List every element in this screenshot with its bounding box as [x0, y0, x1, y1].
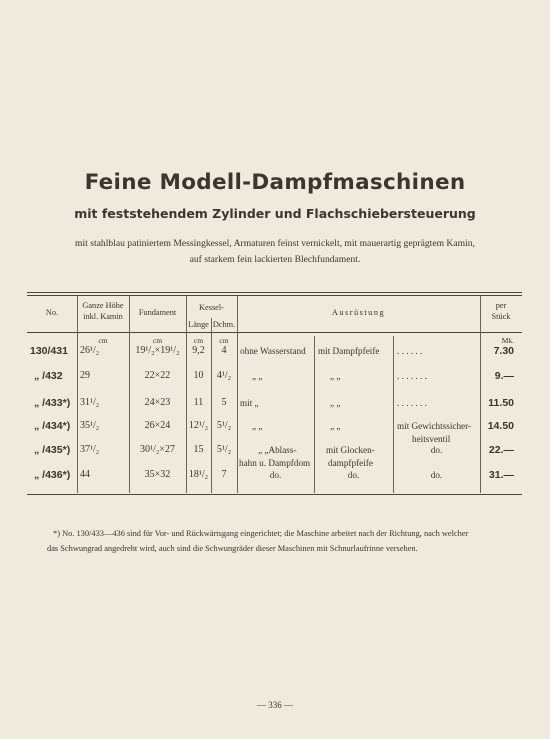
header-fundament: Fundament [138, 308, 177, 317]
row-ausruestung-2: mit Glocken- [326, 445, 375, 455]
row-ausruestung-3: . . . . . . . [397, 398, 427, 408]
page-subtitle: mit feststehendem Zylinder und Flachschiebersteuerung [74, 206, 476, 221]
row-ausruestung-1: mit „ [240, 398, 259, 408]
page-number: — 336 — [257, 700, 293, 710]
footnote-line-2: das Schwungrad angedreht wird, auch sind die Schwungräder dieser Maschinen mit Schnurlaufrinne versehen. [47, 543, 418, 553]
row-ausruestung-1: do. [269, 470, 282, 480]
row-ausruestung-2: do. [347, 470, 360, 480]
header-hoehe-line-1: Ganze Höhe [82, 301, 124, 310]
row-ausruestung-1: „ „ [252, 371, 263, 381]
row-dchm: 4 [221, 345, 227, 356]
row-fundament: 22×22 [144, 370, 171, 381]
row-dchm: 5 [221, 397, 227, 408]
description-line-1: mit stahlblau patiniertem Messingkessel, Armaturen feinst vernickelt, mit mauerartig geprägtem Kamin, [75, 238, 475, 249]
row-laenge: 10 [193, 370, 204, 381]
page-title: Feine Modell-Dampfmaschinen [84, 170, 466, 195]
row-dchm: 5¹/₂ [216, 420, 232, 431]
table-row [0, 469, 550, 495]
table-top-rule-thin [27, 295, 522, 296]
header-hoehe-line-2: inkl. Kamin [83, 312, 123, 321]
row-price: 11.50 [488, 397, 514, 409]
row-hoehe: 29 [80, 370, 90, 381]
row-ausruestung-3: do. [430, 445, 443, 455]
row-fundament: 24×23 [144, 397, 171, 408]
row-hoehe: 26¹/₂ [80, 345, 100, 356]
row-dchm: 4¹/₂ [216, 370, 232, 381]
row-ausruestung-2b: dampfpfeife [328, 458, 373, 468]
row-no: 130/431 [30, 345, 68, 357]
row-price: 31.— [488, 469, 514, 481]
row-ausruestung-3b: heitsventil [412, 434, 451, 444]
unit-hoehe: cm [98, 336, 108, 345]
unit-laenge: cm [193, 336, 204, 345]
header-no: No. [45, 308, 59, 317]
row-laenge: 9,2 [192, 345, 205, 356]
row-fundament: 30¹/₂×27 [140, 444, 175, 455]
row-ausruestung-2: „ „ [330, 421, 341, 431]
table-row [0, 444, 550, 470]
table-top-rule [27, 292, 522, 293]
description-line-2: auf starkem fein lackierten Blechfundament. [189, 254, 361, 265]
header-per: per [495, 301, 507, 310]
footnote [47, 527, 508, 556]
header-hoehe [77, 300, 129, 322]
row-ausruestung-2: „ „ [330, 371, 341, 381]
row-price: 14.50 [487, 420, 514, 432]
row-ausruestung-1b: hahn u. Dampfdom [239, 458, 311, 468]
row-no: „ /434*) [34, 420, 71, 432]
table-row [0, 370, 550, 396]
row-ausruestung-3: mit Gewichtssicher- [397, 421, 472, 431]
row-ausruestung-1: „ „ [252, 421, 263, 431]
row-hoehe: 44 [80, 469, 90, 480]
row-hoehe: 37¹/₂ [80, 444, 100, 455]
header-price [480, 300, 522, 322]
row-price: 7.30 [493, 345, 514, 357]
row-ausruestung-1: ohne Wasserstand [240, 346, 306, 356]
row-ausruestung-3: . . . . . . [397, 346, 423, 356]
row-price: 22.— [488, 444, 514, 456]
header-laenge: Länge [188, 320, 209, 329]
unit-dchm: cm [219, 336, 229, 345]
row-no: „ /433*) [34, 397, 71, 409]
header-dchm: Dchm. [212, 320, 236, 329]
row-fundament: 35×32 [144, 469, 171, 480]
header-kessel: Kessel- [199, 303, 224, 312]
row-fundament: 26×24 [144, 420, 171, 431]
unit-fundament: cm [152, 336, 163, 345]
row-dchm: 5¹/₂ [216, 444, 232, 455]
row-hoehe: 31¹/₂ [80, 397, 100, 408]
table-row [0, 420, 550, 446]
row-no: „ /436*) [34, 469, 71, 481]
row-ausruestung-1: „ „Ablass- [258, 445, 297, 455]
description [40, 236, 510, 268]
row-laenge: 12¹/₂ [188, 420, 209, 431]
row-ausruestung-3: . . . . . . . [397, 371, 427, 381]
row-ausruestung-2: mit Dampfpfeife [318, 346, 380, 356]
header-stueck: Stück [491, 312, 511, 321]
row-ausruestung-2: „ „ [330, 398, 341, 408]
table-header-rule [27, 332, 522, 333]
row-laenge: 15 [193, 444, 204, 455]
unit-price: Mk. [501, 336, 514, 345]
header-ausruestung: Ausrüstung [331, 308, 386, 317]
row-fundament: 19¹/₂×19¹/₂ [135, 345, 180, 356]
footnote-line-1: *) No. 130/433—436 sind für Vor- und Rückwärtsgang eingerichtet; die Maschine arbeitet nach der Richtung, nach welcher [53, 529, 469, 538]
table-row [0, 345, 550, 371]
row-no: „ /432 [34, 370, 63, 382]
row-no: „ /435*) [34, 444, 71, 456]
row-laenge: 18¹/₂ [188, 469, 209, 480]
row-dchm: 7 [221, 469, 227, 480]
row-ausruestung-3: do. [430, 470, 443, 480]
row-laenge: 11 [193, 397, 204, 408]
row-price: 9.— [494, 370, 514, 382]
row-hoehe: 35¹/₂ [80, 420, 100, 431]
